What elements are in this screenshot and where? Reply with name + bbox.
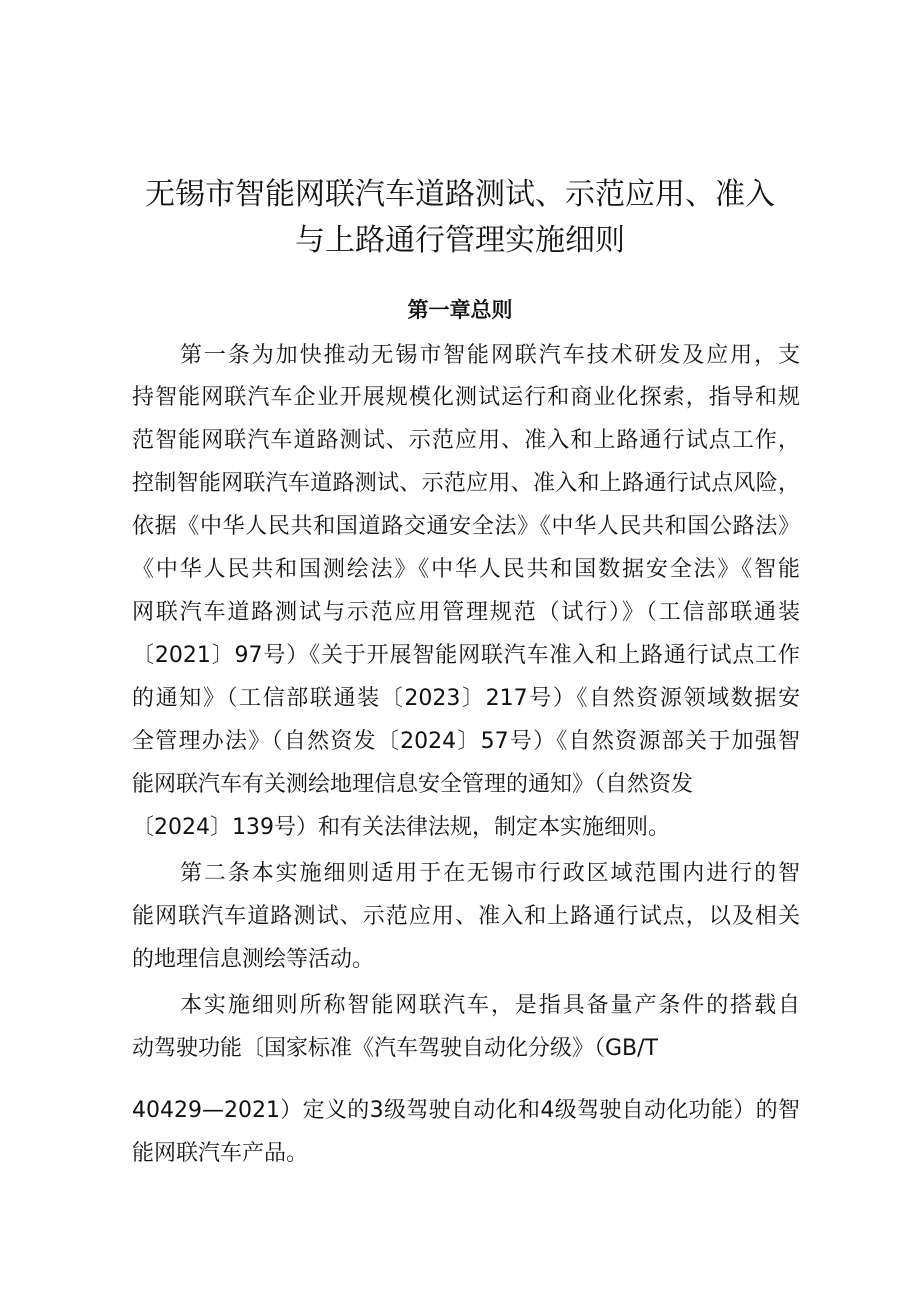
definition-line-1: 本实施细则所称智能网联汽车，是指具备量产条件的搭载自 [180, 993, 800, 1018]
article-2-line-1: 第二条本实施细则适用于在无锡市行政区域范围内进行的智 [180, 861, 800, 886]
article-1-line-12: 〔2024〕139号）和有关法律法规，制定本实施细则。 [132, 815, 670, 840]
article-1-line-8: 〔2021〕97号）《关于开展智能网联汽车准入和上路通行试点工作 [132, 643, 800, 668]
definition-line-3: 40429—2021）定义的3级驾驶自动化和4级驾驶自动化功能）的智 [132, 1098, 800, 1123]
article-2-line-3: 的地理信息测绘等活动。 [132, 947, 375, 972]
chapter-heading: 第一章总则 [407, 298, 513, 322]
article-1-line-9: 的通知》（工信部联通装〔2023〕217号）《自然资源领域数据安 [132, 686, 800, 711]
article-1-line-1: 第一条为加快推动无锡市智能网联汽车技术研发及应用，支 [180, 343, 800, 368]
article-1-line-10: 全管理办法》（自然资发〔2024〕57号）《自然资源部关于加强智 [132, 729, 800, 754]
article-2-line-2: 能网联汽车道路测试、示范应用、准入和上路通行试点，以及相关 [132, 904, 800, 929]
article-1-line-3: 范智能网联汽车道路测试、示范应用、准入和上路通行试点工作， [132, 428, 800, 453]
article-1-line-4: 控制智能网联汽车道路测试、示范应用、准入和上路通行试点风险， [132, 471, 800, 496]
article-1-line-2: 持智能网联汽车企业开展规模化测试运行和商业化探索，指导和规 [132, 385, 800, 410]
definition-line-2: 动驾驶功能〔国家标准《汽车驾驶自动化分级》（GB/T [132, 1036, 658, 1061]
definition-line-4: 能网联汽车产品。 [132, 1141, 309, 1166]
article-1-line-6: 《中华人民共和国测绘法》《中华人民共和国数据安全法》《智能 [132, 557, 800, 582]
article-1-line-7: 网联汽车道路测试与示范应用管理规范（试行）》（工信部联通装 [132, 600, 800, 625]
article-1-line-11: 能网联汽车有关测绘地理信息安全管理的通知》（自然资发 [132, 772, 694, 797]
article-1-line-5: 依据《中华人民共和国道路交通安全法》《中华人民共和国公路法》 [132, 514, 800, 539]
document-title-line-1: 无锡市智能网联汽车道路测试、示范应用、准入 [145, 177, 775, 212]
document-title-line-2: 与上路通行管理实施细则 [295, 223, 625, 258]
